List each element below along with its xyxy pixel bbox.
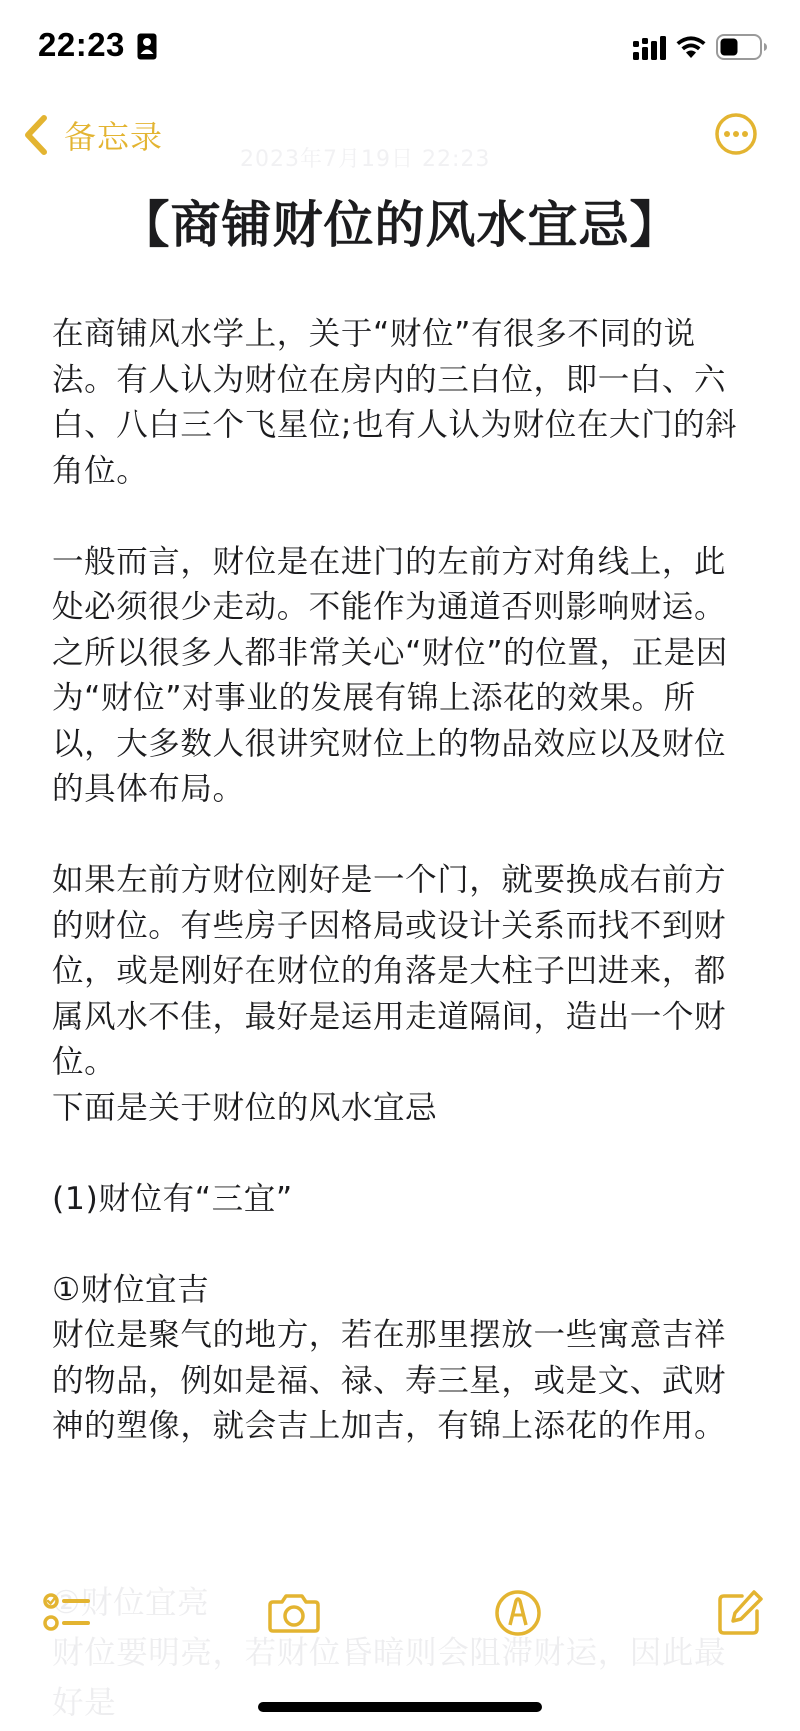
compose-button[interactable] [712, 1585, 768, 1641]
checklist-icon [42, 1587, 94, 1639]
back-button[interactable] [22, 110, 163, 160]
paragraph: 如果左前方财位刚好是一个门，就要换成右前方的财位。有些房子因格局或设计关系而找不到财位，或是刚好在财位的角落是大柱子凹进来，都属风水不佳，最好是运用走道隔间，造出一个财位。 [52, 862, 727, 1080]
bottom-toolbar [0, 1585, 800, 1665]
id-card-icon [137, 33, 157, 60]
more-options-icon[interactable] [714, 112, 758, 156]
paragraph: 财位是聚气的地方，若在那里摆放一些寓意吉祥的物品，例如是福、禄、寿三星，或是文、武财神的塑像，就会吉上加吉，有锦上添花的作用。 [52, 1317, 727, 1444]
paragraph: ①财位宜吉 [52, 1271, 210, 1308]
note-body[interactable] [52, 312, 752, 1450]
battery-icon [716, 34, 768, 60]
home-indicator[interactable] [258, 1702, 542, 1712]
faded-line: ②财位宜亮 [52, 1585, 210, 1621]
wifi-icon [675, 34, 707, 60]
paragraph: 下面是关于财位的风水宜忌 [52, 1089, 438, 1126]
checklist-button[interactable] [40, 1585, 96, 1641]
camera-icon [267, 1587, 321, 1639]
cellular-signal-icon [633, 36, 667, 60]
note-date: 2023年7月19日 22:23 [240, 147, 491, 172]
status-time: 22:23 [38, 26, 125, 63]
markup-pen-icon [492, 1587, 544, 1639]
status-bar [0, 0, 800, 100]
chevron-left-icon [22, 113, 50, 157]
camera-button[interactable] [266, 1585, 322, 1641]
paragraph: (1)财位有“三宜” [52, 1180, 293, 1217]
markup-button[interactable] [490, 1585, 546, 1641]
back-label: 备忘录 [64, 118, 164, 156]
paragraph: 在商铺风水学上，关于“财位”有很多不同的说法。有人认为财位在房内的三白位，即一白、六白、八白三个飞星位;也有人认为财位在大门的斜角位。 [52, 316, 738, 489]
compose-icon [714, 1587, 766, 1639]
note-title: 【商铺财位的风水宜忌】 [119, 196, 681, 254]
faded-line: 财位要明亮，若财位昏暗则会阻滞财运，因此最好是 [52, 1635, 727, 1721]
paragraph: 一般而言，财位是在进门的左前方对角线上，此处必须很少走动。不能作为通道否则影响财运。之所以很多人都非常关心“财位”的位置，正是因为“财位”对事业的发展有锦上添花的效果。所以，大多数人很讲究财位上的物品效应以及财位的具体布局。 [52, 543, 728, 807]
